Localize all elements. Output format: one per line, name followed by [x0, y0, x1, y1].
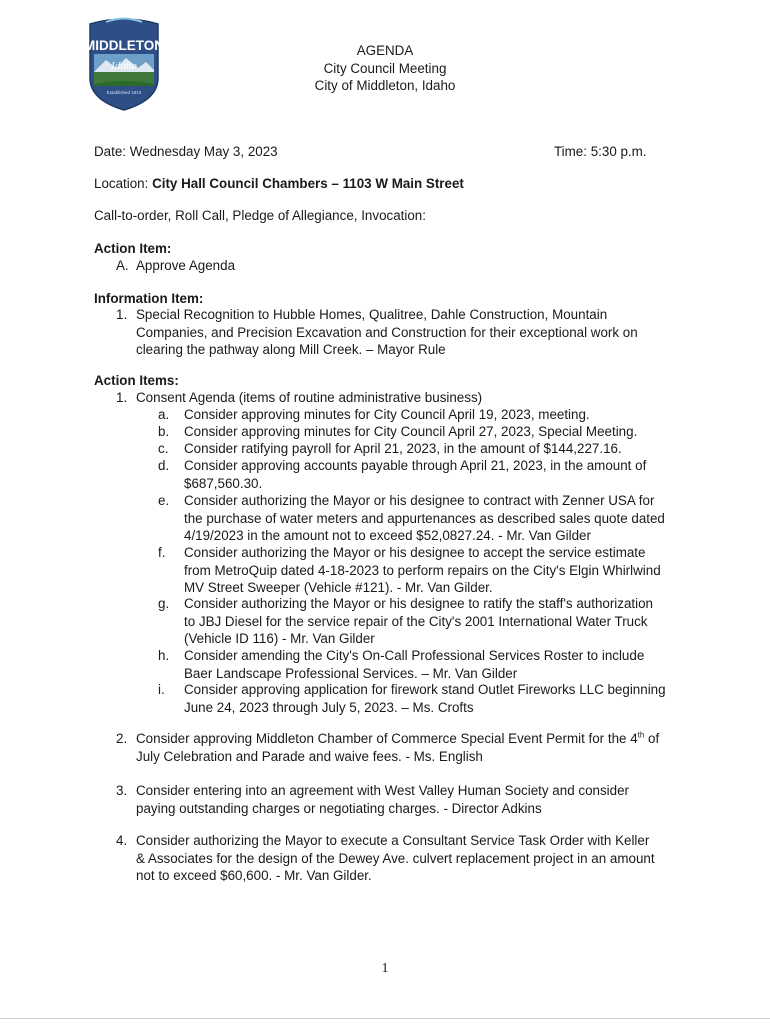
meeting-date: Date: Wednesday May 3, 2023 — [94, 144, 278, 159]
list-item: e. Consider authorizing the Mayor or his designee to contract with Zenner USA for the purchase of water meters and appurtenances as described sales quote dated 4/19/2023 in the amount not to exceed $52,0827.24. - Mr. Van Gilder — [158, 493, 665, 544]
page-edge-divider — [0, 1018, 770, 1019]
information-item-marker: 1. — [116, 307, 128, 322]
item-3-text: Consider entering into an agreement with West Valley Human Society and consider paying outstanding charges or negotiating charges. - Director Adkins — [136, 783, 629, 816]
action-item-text: Approve Agenda — [136, 258, 236, 273]
action-items-heading: Action Items: — [94, 373, 179, 388]
list-item: a. Consider approving minutes for City Council April 19, 2023, meeting. — [158, 407, 590, 422]
city-name: City of Middleton, Idaho — [314, 78, 456, 94]
consent-agenda-title: Consent Agenda (items of routine administrative business) — [136, 390, 483, 405]
logo-top-text: MIDDLETON — [84, 38, 164, 53]
item-3-marker: 3. — [116, 783, 128, 798]
page-title: AGENDA — [356, 43, 414, 58]
consent-agenda-marker: 1. — [116, 390, 128, 405]
logo-script-text: Idaho — [111, 60, 137, 72]
list-item: c. Consider ratifying payroll for April 21, 2023, in the amount of $144,227.16. — [158, 441, 622, 456]
list-item: f. Consider authorizing the Mayor or his designee to accept the service estimate from MetroQuip dated 4-18-2023 to perform repairs on the City's Elgin Whirlwind MV Street Sweeper (Vehicle #121). - Mr. Van Gilder. — [158, 545, 661, 596]
list-item: h. Consider amending the City's On-Call Professional Services Roster to include Baer Landscape Professional Services. – Mr. Van Gilder — [158, 648, 645, 681]
item-2-marker: 2. — [116, 731, 128, 746]
location-value: City Hall Council Chambers – 1103 W Main Street — [152, 176, 464, 191]
item-4-text: Consider authorizing the Mayor to execute a Consultant Service Task Order with Keller & Associates for the design of the Dewey Ave. culvert replacement project in an amount not to exceed $60,600. - Mr. Van Gilder. — [136, 833, 655, 884]
item-4-marker: 4. — [116, 833, 128, 848]
meeting-time: Time: 5:30 p.m. — [554, 144, 647, 159]
meeting-location — [94, 175, 464, 193]
location-label: Location: — [94, 176, 153, 191]
list-item: d. Consider approving accounts payable through April 21, 2023, in the amount of $687,560.30. — [158, 458, 647, 491]
list-item: i. Consider approving application for firework stand Outlet Fireworks LLC beginning June 24, 2023 through July 5, 2023. – Ms. Crofts — [158, 682, 666, 715]
call-to-order: Call-to-order, Roll Call, Pledge of Allegiance, Invocation: — [94, 208, 426, 223]
action-item-marker: A. — [116, 258, 129, 273]
list-item: b. Consider approving minutes for City Council April 27, 2023, Special Meeting. — [158, 424, 638, 439]
item-2-text: Consider approving Middleton Chamber of Commerce Special Event Permit for the 4th of July Celebration and Parade and waive fees. - Ms. English — [136, 730, 660, 764]
information-item-text: Special Recognition to Hubble Homes, Qualitree, Dahle Construction, Mountain Companies, and Precision Excavation and Construction for their exceptional work on clearing the pathway along Mill Creek. – Mayor Rule — [136, 307, 638, 358]
information-item-heading: Information Item: — [94, 291, 204, 306]
logo-bottom-text: Established 1910 — [106, 90, 142, 95]
list-item: g. Consider authorizing the Mayor or his designee to ratify the staff's authorization to JBJ Diesel for the service repair of the City's 2001 International Water Truck (Vehicle ID 116) - Mr. Van Gilder — [158, 596, 654, 647]
meeting-type: City Council Meeting — [323, 60, 447, 76]
page-number: 1 — [381, 961, 389, 976]
agenda-header — [0, 42, 770, 95]
action-item-heading: Action Item: — [94, 241, 172, 256]
